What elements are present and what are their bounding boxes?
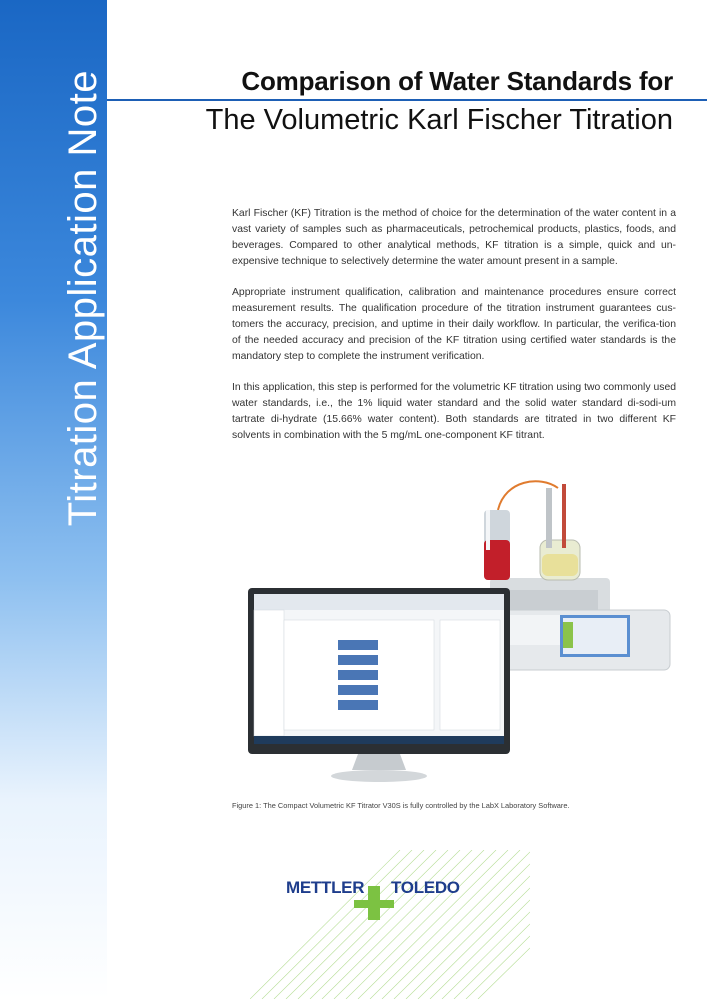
titrator-icon xyxy=(484,481,670,670)
figure-caption: Figure 1: The Compact Volumetric KF Titrator V30S is fully controlled by the LabX Laboratory Software. xyxy=(232,801,570,810)
logo-left-text: METTLER xyxy=(286,878,365,897)
figure-titrator-monitor xyxy=(240,470,680,800)
title-rule xyxy=(107,99,707,101)
paragraph-application: In this application, this step is performed for the volumetric KF titration using two commonly used water standards, i.e., the 1% liquid water standard and the solid water standard di-sodi-um tartrate di-hydrate (15.66% water content). Both standards are titrated in two different KF solvents in combination with the 5 mg/mL one-component KF titrant. xyxy=(232,382,676,441)
sidebar-band xyxy=(0,0,107,999)
title-line-1: Comparison of Water Standards for xyxy=(241,66,673,96)
sidebar-label: Titration Application Note xyxy=(61,70,105,527)
title-line-2: The Volumetric Karl Fischer Titration xyxy=(205,104,673,136)
logo-graphic xyxy=(250,850,530,999)
paragraph-intro: Karl Fischer (KF) Titration is the method of choice for the determination of the water content in a vast variety of samples such as pharmaceuticals, petrochemical products, plastics, foods, and beverages. Compared to other analytical methods, KF titration is a simple, quick and un-expensive technique to selectively determine the water amount present in a sample. xyxy=(232,208,676,267)
logo-right-text: TOLEDO xyxy=(391,878,460,897)
monitor-icon xyxy=(248,588,510,782)
body-text xyxy=(232,206,676,459)
paragraph-qualification: Appropriate instrument qualification, calibration and maintenance procedures ensure correct measurement results. The qualification procedure of the titration instrument guarantees cus-tomers the accuracy, precision, and uptime in their daily workflow. In particular, the verifica-tion of the needed accuracy and precision of the KF titration using certified water standards is the mandatory step to complete the instrument verification. xyxy=(232,287,676,362)
